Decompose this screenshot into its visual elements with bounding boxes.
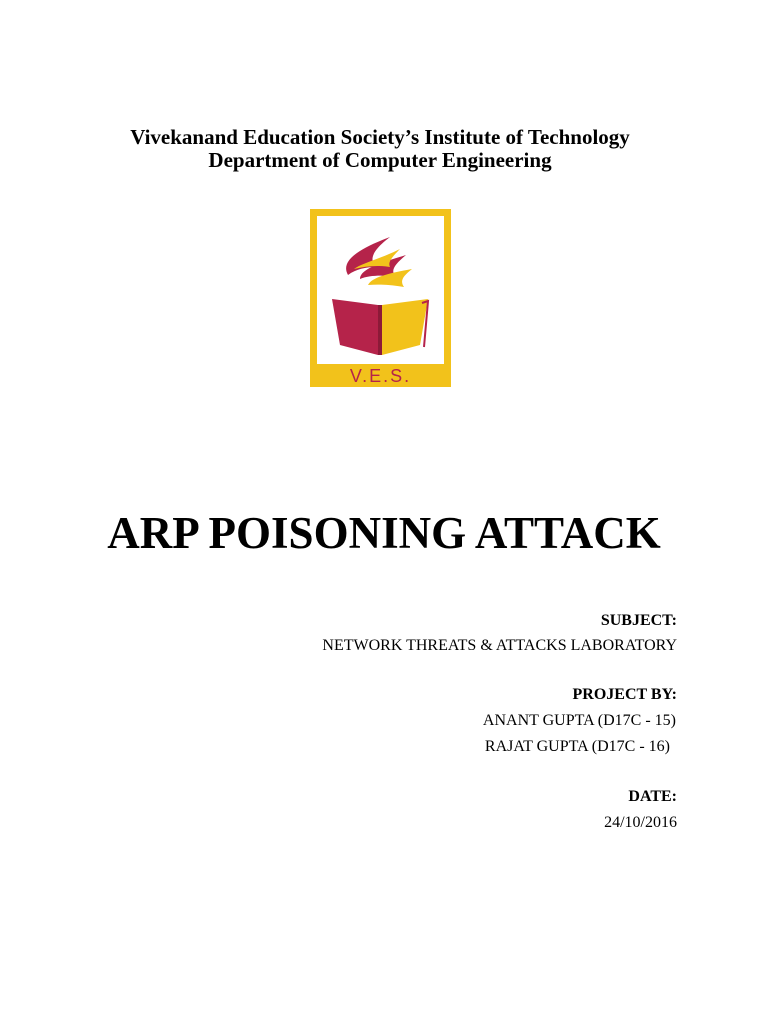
document-title-text: ARP POISONING ATTACK bbox=[107, 508, 661, 558]
logo-text: V.E.S. bbox=[349, 366, 412, 386]
project-member: RAJAT GUPTA (D17C - 16) bbox=[484, 738, 670, 755]
institute-header bbox=[0, 124, 768, 170]
institute-name: Vivekanand Education Society’s Institute of Technology bbox=[130, 125, 630, 149]
date-value: 24/10/2016 bbox=[604, 814, 677, 831]
project-member: ANANT GUPTA (D17C - 15) bbox=[482, 712, 676, 729]
document-title bbox=[0, 506, 768, 560]
ves-logo bbox=[310, 209, 451, 387]
subject-label: SUBJECT: bbox=[600, 612, 677, 629]
subject-value: NETWORK THREATS & ATTACKS LABORATORY bbox=[322, 637, 677, 654]
department-name: Department of Computer Engineering bbox=[208, 148, 552, 172]
project-by-label: PROJECT BY: bbox=[572, 686, 677, 703]
ves-logo-icon bbox=[310, 209, 451, 387]
date-label: DATE: bbox=[628, 788, 677, 805]
